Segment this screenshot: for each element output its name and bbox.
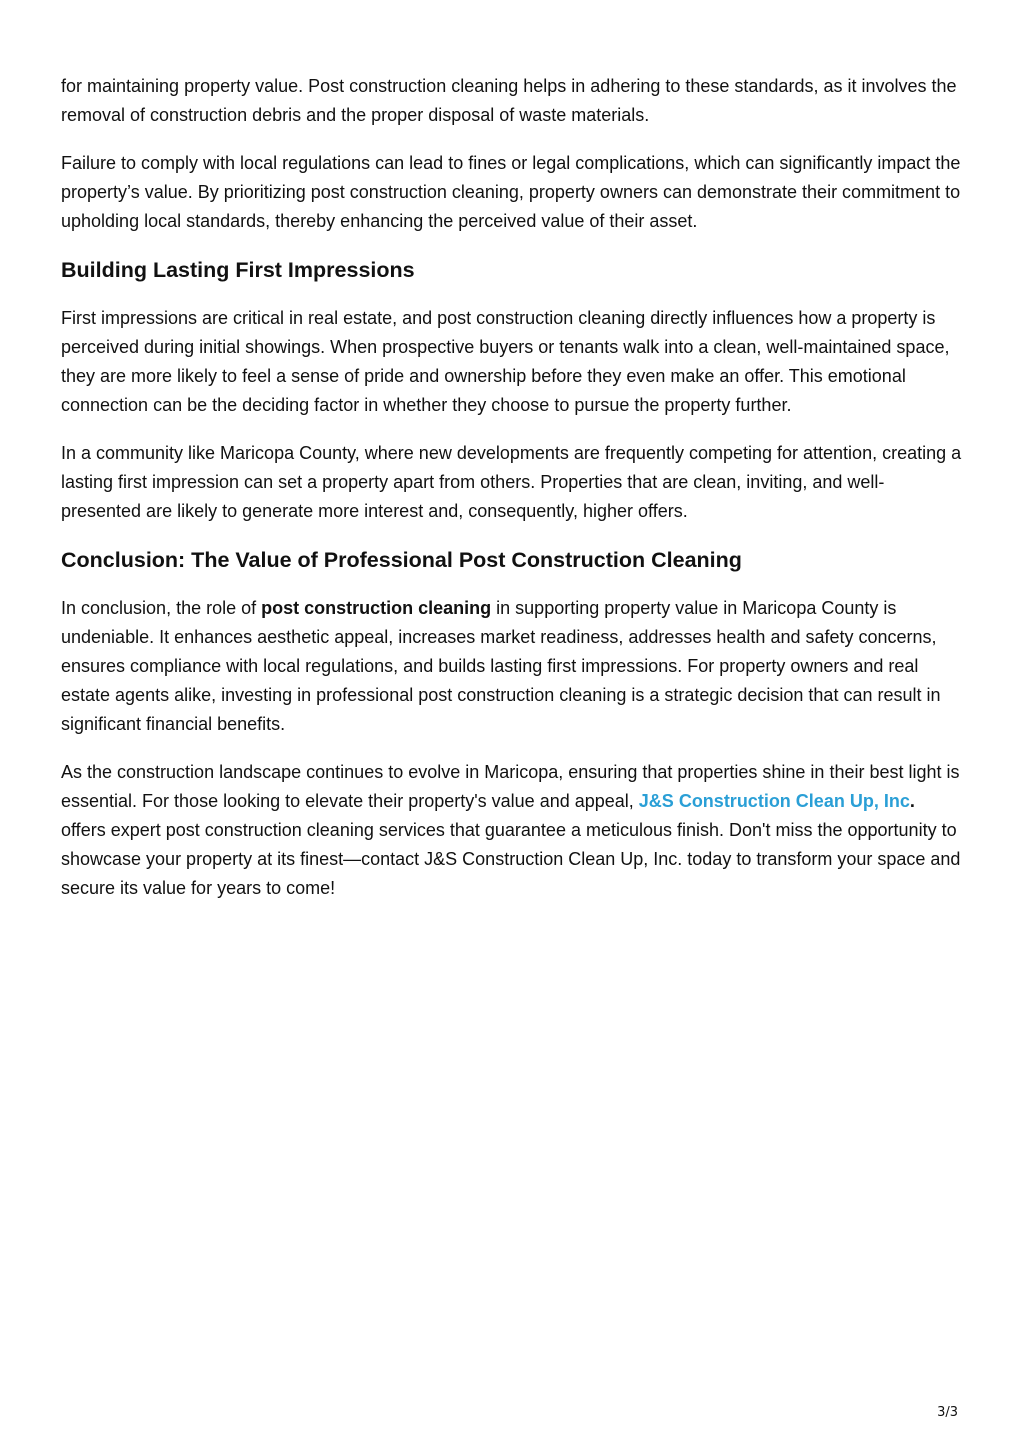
bold-period: . — [909, 791, 915, 811]
conclusion-text-start: In conclusion, the role of — [61, 598, 262, 618]
paragraph-call-to-action — [61, 758, 963, 903]
paragraph-maricopa-community: In a community like Maricopa County, where new developments are frequently competing for attention, creating a lasting first impression can set a property apart from others. Properties that are clean, inviting, and well-presented are likely to generate more interest and, consequently, higher offers. — [61, 443, 962, 521]
heading-first-impressions: Building Lasting First Impressions — [61, 258, 415, 282]
heading-conclusion: Conclusion: The Value of Professional Post Construction Cleaning — [61, 548, 742, 572]
conclusion-text-end: in supporting property value in Maricopa County is undeniable. It enhances aesthetic appeal, increases market readiness, addresses health and safety concerns, ensures compliance with local regulations, and builds lasting first impressions. For property owners and real estate agents alike, investing in professional post construction cleaning is a strategic decision that can result in significant financial benefits. — [61, 598, 941, 734]
document-page — [61, 72, 963, 922]
company-link[interactable]: J&S Construction Clean Up, Inc — [638, 791, 910, 811]
cta-text-end: offers expert post construction cleaning services that guarantee a meticulous finish. Don't miss the opportunity to showcase your property at its finest—contact J&S Construction Clean Up, Inc. today to transform your space and secure its value for years to come! — [61, 820, 961, 898]
paragraph-conclusion — [61, 594, 963, 739]
paragraph-regulations-intro: for maintaining property value. Post construction cleaning helps in adhering to these standards, as it involves the removal of construction debris and the proper disposal of waste materials. — [61, 76, 957, 125]
paragraph-first-impressions: First impressions are critical in real estate, and post construction cleaning directly influences how a property is perceived during initial showings. When prospective buyers or tenants walk into a clean, well-maintained space, they are more likely to feel a sense of pride and ownership before they even make an offer. This emotional connection can be the deciding factor in whether they choose to pursue the property further. — [61, 308, 950, 415]
cta-text-start: As the construction landscape continues to evolve in Maricopa, ensuring that properties shine in their best light is essential. For those looking to elevate their property's value and appeal, — [61, 762, 960, 811]
paragraph-regulations-compliance: Failure to comply with local regulations can lead to fines or legal complications, which can significantly impact the property’s value. By prioritizing post construction cleaning, property owners can demonstrate their commitment to upholding local standards, thereby enhancing the perceived value of their asset. — [61, 153, 961, 231]
page-number: 3/3 — [937, 1405, 958, 1420]
bold-keyword: post construction cleaning — [261, 598, 492, 618]
